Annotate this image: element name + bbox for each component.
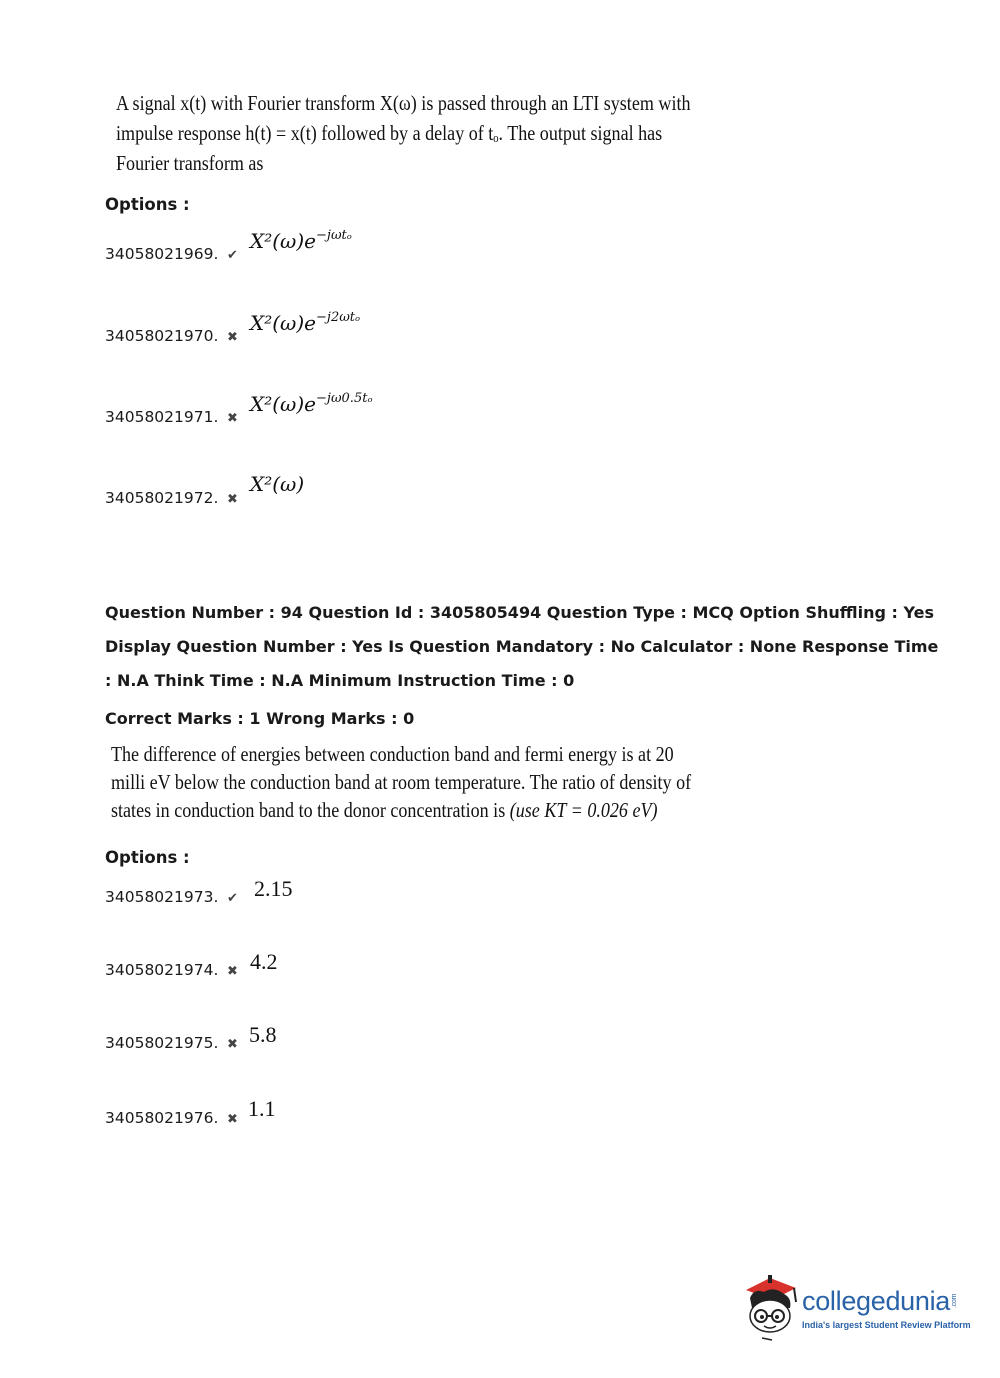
wrong-cross-icon: ✖ [226, 1112, 238, 1127]
option-id: 34058021973. [105, 888, 219, 906]
logo-suffix: .com [951, 1294, 959, 1308]
question-94-marks: Correct Marks : 1 Wrong Marks : 0 [105, 709, 415, 728]
question-94-meta-line-3: : N.A Think Time : N.A Minimum Instruction Time : 0 [105, 671, 575, 690]
question-94-line-3: states in conduction band to the donor concentration is [111, 798, 506, 822]
formula-exponent: −jωtₒ [316, 228, 352, 243]
formula-exponent: −jω0.5tₒ [316, 391, 373, 406]
question-94-text [111, 740, 691, 824]
option-value: 1.1 [248, 1096, 276, 1121]
options-label: Options : [105, 195, 190, 214]
formula-base: X²(ω)e [250, 311, 317, 335]
option-id: 34058021976. [105, 1109, 219, 1127]
option-id: 34058021975. [105, 1034, 219, 1052]
option-formula [250, 310, 360, 335]
wrong-cross-icon: ✖ [226, 1037, 238, 1052]
option-formula [250, 228, 352, 253]
option-id: 34058021974. [105, 961, 219, 979]
question-93-line-1: A signal x(t) with Fourier transform X(ω) is passed through an LTI system with [116, 91, 691, 115]
question-94-meta-line-2: Display Question Number : Yes Is Question Mandatory : No Calculator : None Response Time [105, 637, 939, 656]
question-93-text [116, 88, 691, 178]
logo-wordmark: collegedunia [802, 1286, 951, 1316]
formula-base: X²(ω) [250, 472, 305, 496]
question-94-line-2: milli eV below the conduction band at room temperature. The ratio of density of [111, 770, 692, 794]
mascot-icon [740, 1272, 800, 1342]
option-id: 34058021969. [105, 245, 219, 263]
question-94-hint: (use KT = 0.026 eV) [509, 798, 658, 822]
correct-check-icon: ✔ [226, 248, 238, 263]
option-value: 5.8 [249, 1022, 277, 1047]
formula-base: X²(ω)e [250, 392, 317, 416]
option-value: 4.2 [250, 949, 278, 974]
wrong-cross-icon: ✖ [226, 492, 238, 507]
option-formula [250, 472, 304, 496]
logo-tagline: India's largest Student Review Platform [802, 1320, 971, 1330]
question-94-line-1: The difference of energies between conduction band and fermi energy is at 20 [111, 742, 674, 766]
correct-check-icon: ✔ [226, 891, 238, 906]
question-94-meta-line-1: Question Number : 94 Question Id : 3405805494 Question Type : MCQ Option Shuffling : Yes [105, 603, 935, 622]
wrong-cross-icon: ✖ [226, 411, 238, 426]
formula-exponent: −j2ωtₒ [316, 310, 361, 325]
collegedunia-logo [740, 1272, 970, 1344]
wrong-cross-icon: ✖ [226, 964, 238, 979]
question-93-line-3: Fourier transform as [116, 151, 264, 175]
option-id: 34058021971. [105, 408, 219, 426]
wrong-cross-icon: ✖ [226, 330, 238, 345]
question-93-line-2: impulse response h(t) = x(t) followed by a delay of tₒ. The output signal has [116, 121, 663, 145]
options-label: Options : [105, 848, 190, 867]
formula-base: X²(ω)e [250, 229, 317, 253]
option-formula [250, 391, 372, 416]
option-id: 34058021972. [105, 489, 219, 507]
option-value: 2.15 [254, 876, 293, 901]
option-id: 34058021970. [105, 327, 219, 345]
